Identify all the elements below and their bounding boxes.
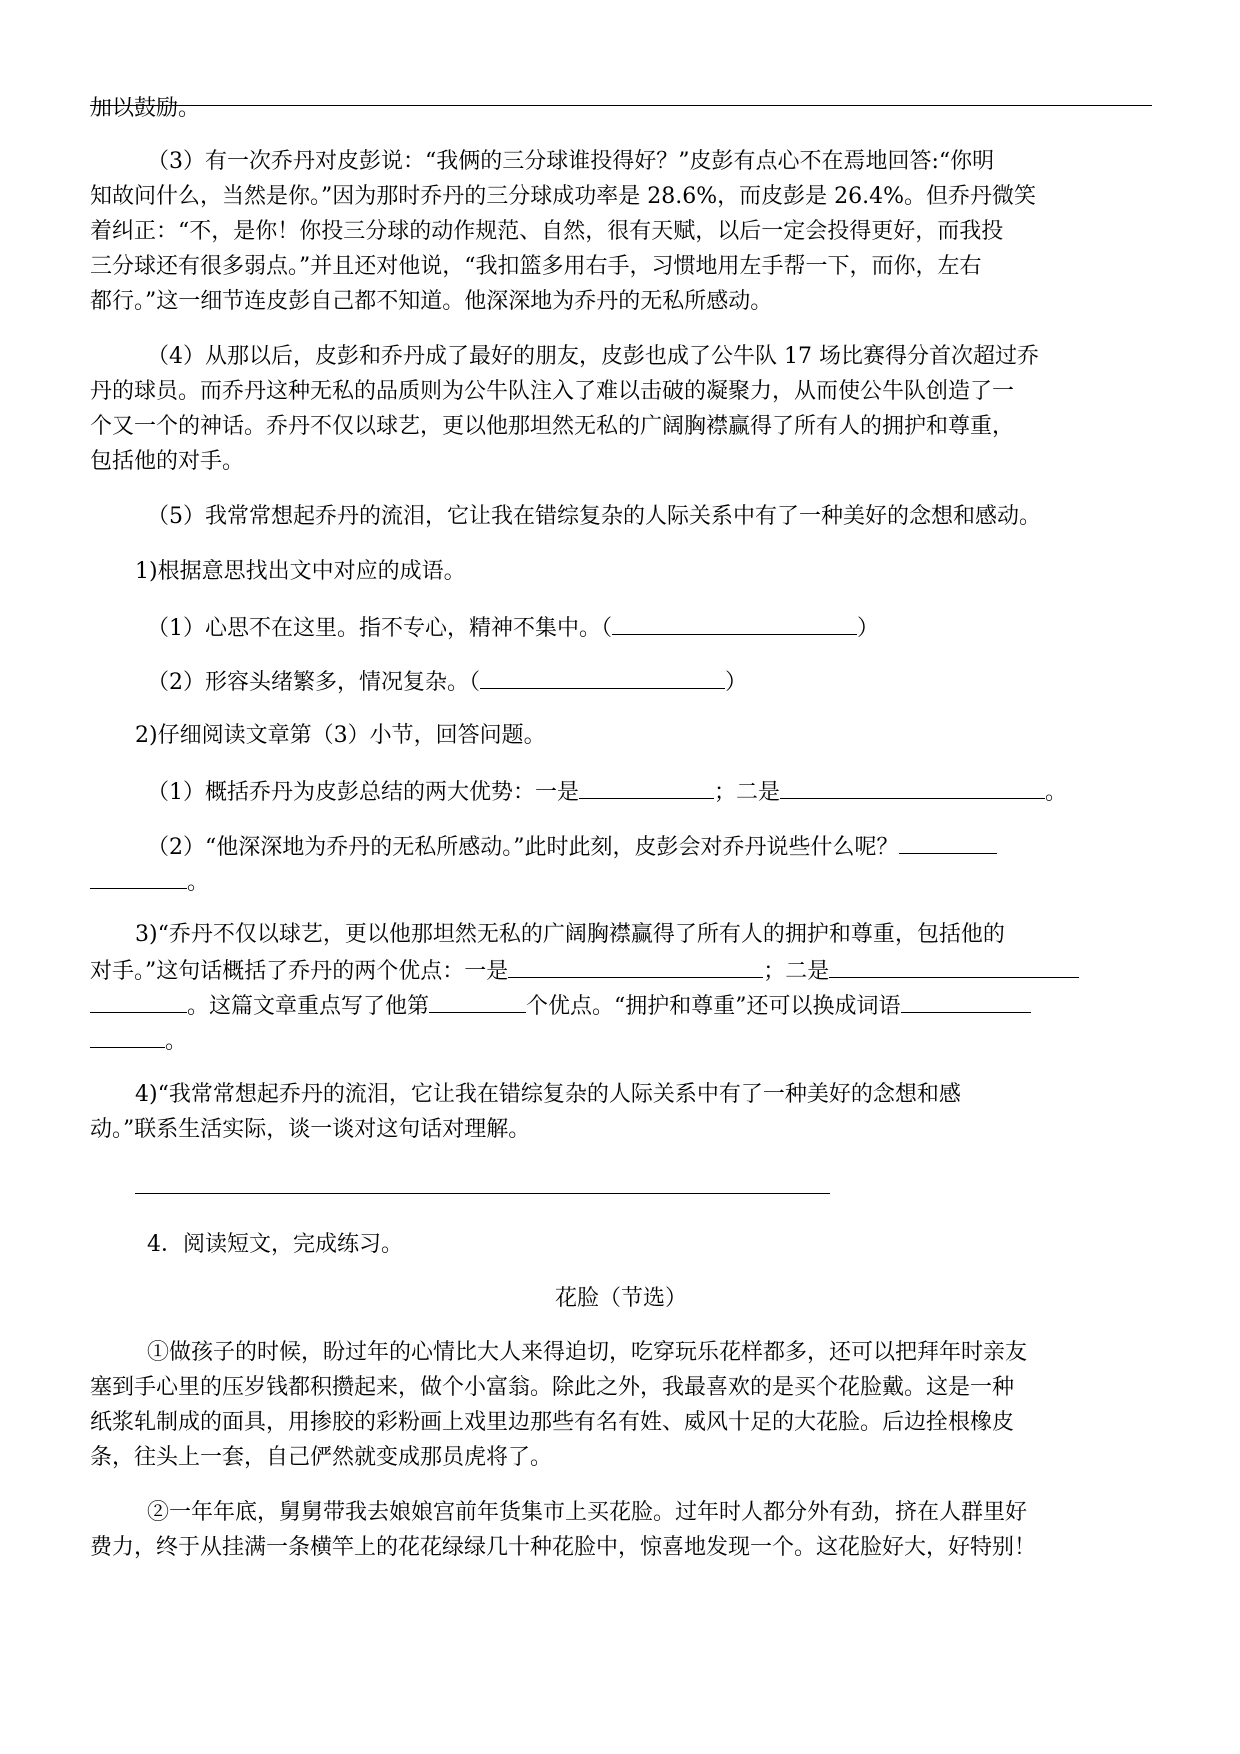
passage-p1-line: ①做孩子的时候，盼过年的心情比大人来得迫切，吃穿玩乐花样都多，还可以把拜年时亲友	[147, 1340, 1028, 1365]
q3-text: ；二是	[763, 959, 830, 984]
para3-line: 着纠正：“不，是你！你投三分球的动作规范、自然，很有天赋，以后一定会投得更好，而我投	[90, 219, 1004, 244]
q2-item2-end: 。	[187, 870, 210, 895]
para3-line: 都行。”这一细节连皮彭自己都不知道。他深深地为乔丹的无私所感动。	[90, 289, 773, 314]
answer-blank[interactable]	[480, 664, 725, 689]
q3-line	[90, 1023, 1152, 1057]
q3-text: 对手。”这句话概括了乔丹的两个优点：一是	[90, 959, 509, 984]
q4-line: 4)“我常常想起乔丹的流泪，它让我在错综复杂的人际关系中有了一种美好的念想和感	[135, 1082, 961, 1107]
q3-line	[90, 953, 1152, 987]
q2-item1-mid: ；二是	[714, 780, 781, 805]
q3-line	[90, 988, 1152, 1022]
answer-line[interactable]	[135, 1193, 830, 1194]
q2-title: 2)仔细阅读文章第（3）小节，回答问题。	[135, 723, 546, 748]
q1-item2-close: ）	[725, 670, 748, 695]
q2-item1	[147, 774, 1152, 808]
passage-title: 花脸（节选）	[554, 1286, 687, 1311]
q2-item2-cont	[90, 864, 1152, 898]
para4-line: 个又一个的神话。乔丹不仅以球艺，更以他那坦然无私的广阔胸襟赢得了所有人的拥护和尊重，	[90, 414, 1015, 439]
answer-blank[interactable]	[508, 953, 763, 978]
q4-line: 动。”联系生活实际，谈一谈对这句话对理解。	[90, 1117, 531, 1142]
q2-item2	[147, 829, 1152, 863]
q1-item2-text: （2）形容头绪繁多，情况复杂。（	[147, 670, 480, 695]
answer-blank[interactable]	[90, 864, 187, 889]
answer-blank[interactable]	[899, 829, 997, 854]
answer-blank[interactable]	[90, 988, 187, 1013]
continuation-text: 加以鼓励。	[90, 96, 201, 121]
passage-p1-line: 纸浆轧制成的面具，用掺胶的彩粉画上戏里边那些有名有姓、威风十足的大花脸。后边拴根橡皮	[90, 1410, 1015, 1435]
answer-blank[interactable]	[780, 774, 1045, 799]
q1-title: 1)根据意思找出文中对应的成语。	[135, 559, 466, 584]
answer-blank[interactable]	[579, 774, 714, 799]
answer-blank[interactable]	[901, 988, 1031, 1013]
q2-item1-end: 。	[1045, 780, 1068, 805]
q3-text: 。	[165, 1029, 188, 1054]
q3-line: 3)“乔丹不仅以球艺，更以他那坦然无私的广阔胸襟赢得了所有人的拥护和尊重，包括他的	[135, 922, 1005, 947]
para5-line: （5）我常常想起乔丹的流泪，它让我在错综复杂的人际关系中有了一种美好的念想和感动。	[147, 504, 1042, 529]
passage-p2-line: ②一年年底，舅舅带我去娘娘宫前年货集市上买花脸。过年时人都分外有劲，挤在人群里好	[147, 1500, 1028, 1525]
para3-line: 三分球还有很多弱点。”并且还对他说，“我扣篮多用右手，习惯地用左手帮一下，而你，左右	[90, 254, 982, 279]
q1-item1-close: ）	[857, 616, 880, 641]
passage-p2-line: 费力，终于从挂满一条横竿上的花花绿绿几十种花脸中，惊喜地发现一个。这花脸好大，好特别！	[90, 1535, 1037, 1560]
passage-p1-line: 条，往头上一套，自己俨然就变成那员虎将了。	[90, 1445, 553, 1470]
section4-instruction: 4．阅读短文，完成练习。	[147, 1232, 403, 1257]
q2-item2-text: （2）“他深深地为乔丹的无私所感动。”此时此刻，皮彭会对乔丹说些什么呢？	[147, 835, 899, 860]
q3-text: 。这篇文章重点写了他第	[187, 994, 430, 1019]
para4-line: 包括他的对手。	[90, 449, 245, 474]
para3-line: （3）有一次乔丹对皮彭说：“我俩的三分球谁投得好？”皮彭有点心不在焉地回答:“你明	[147, 149, 995, 174]
answer-blank[interactable]	[90, 1023, 165, 1048]
para4-line: 丹的球员。而乔丹这种无私的品质则为公牛队注入了难以击破的凝聚力，从而使公牛队创造了一	[90, 379, 1015, 404]
q1-item2	[147, 664, 1152, 698]
q1-item1	[147, 610, 1152, 644]
q3-text: 个优点。“拥护和尊重”还可以换成词语	[526, 994, 901, 1019]
q1-item1-text: （1）心思不在这里。指不专心，精神不集中。（	[147, 616, 612, 641]
para4-line: （4）从那以后，皮彭和乔丹成了最好的朋友，皮彭也成了公牛队 17 场比赛得分首次超过乔	[147, 344, 1039, 369]
passage-p1-line: 塞到手心里的压岁钱都积攒起来，做个小富翁。除此之外，我最喜欢的是买个花脸戴。这是一种	[90, 1375, 1015, 1400]
para3-line: 知故问什么，当然是你。”因为那时乔丹的三分球成功率是 28.6%，而皮彭是 26.4%。但乔丹微笑	[90, 184, 1037, 209]
q2-item1-text: （1）概括乔丹为皮彭总结的两大优势：一是	[147, 780, 579, 805]
answer-blank[interactable]	[829, 953, 1079, 978]
answer-blank[interactable]	[612, 610, 857, 635]
answer-blank[interactable]	[429, 988, 526, 1013]
